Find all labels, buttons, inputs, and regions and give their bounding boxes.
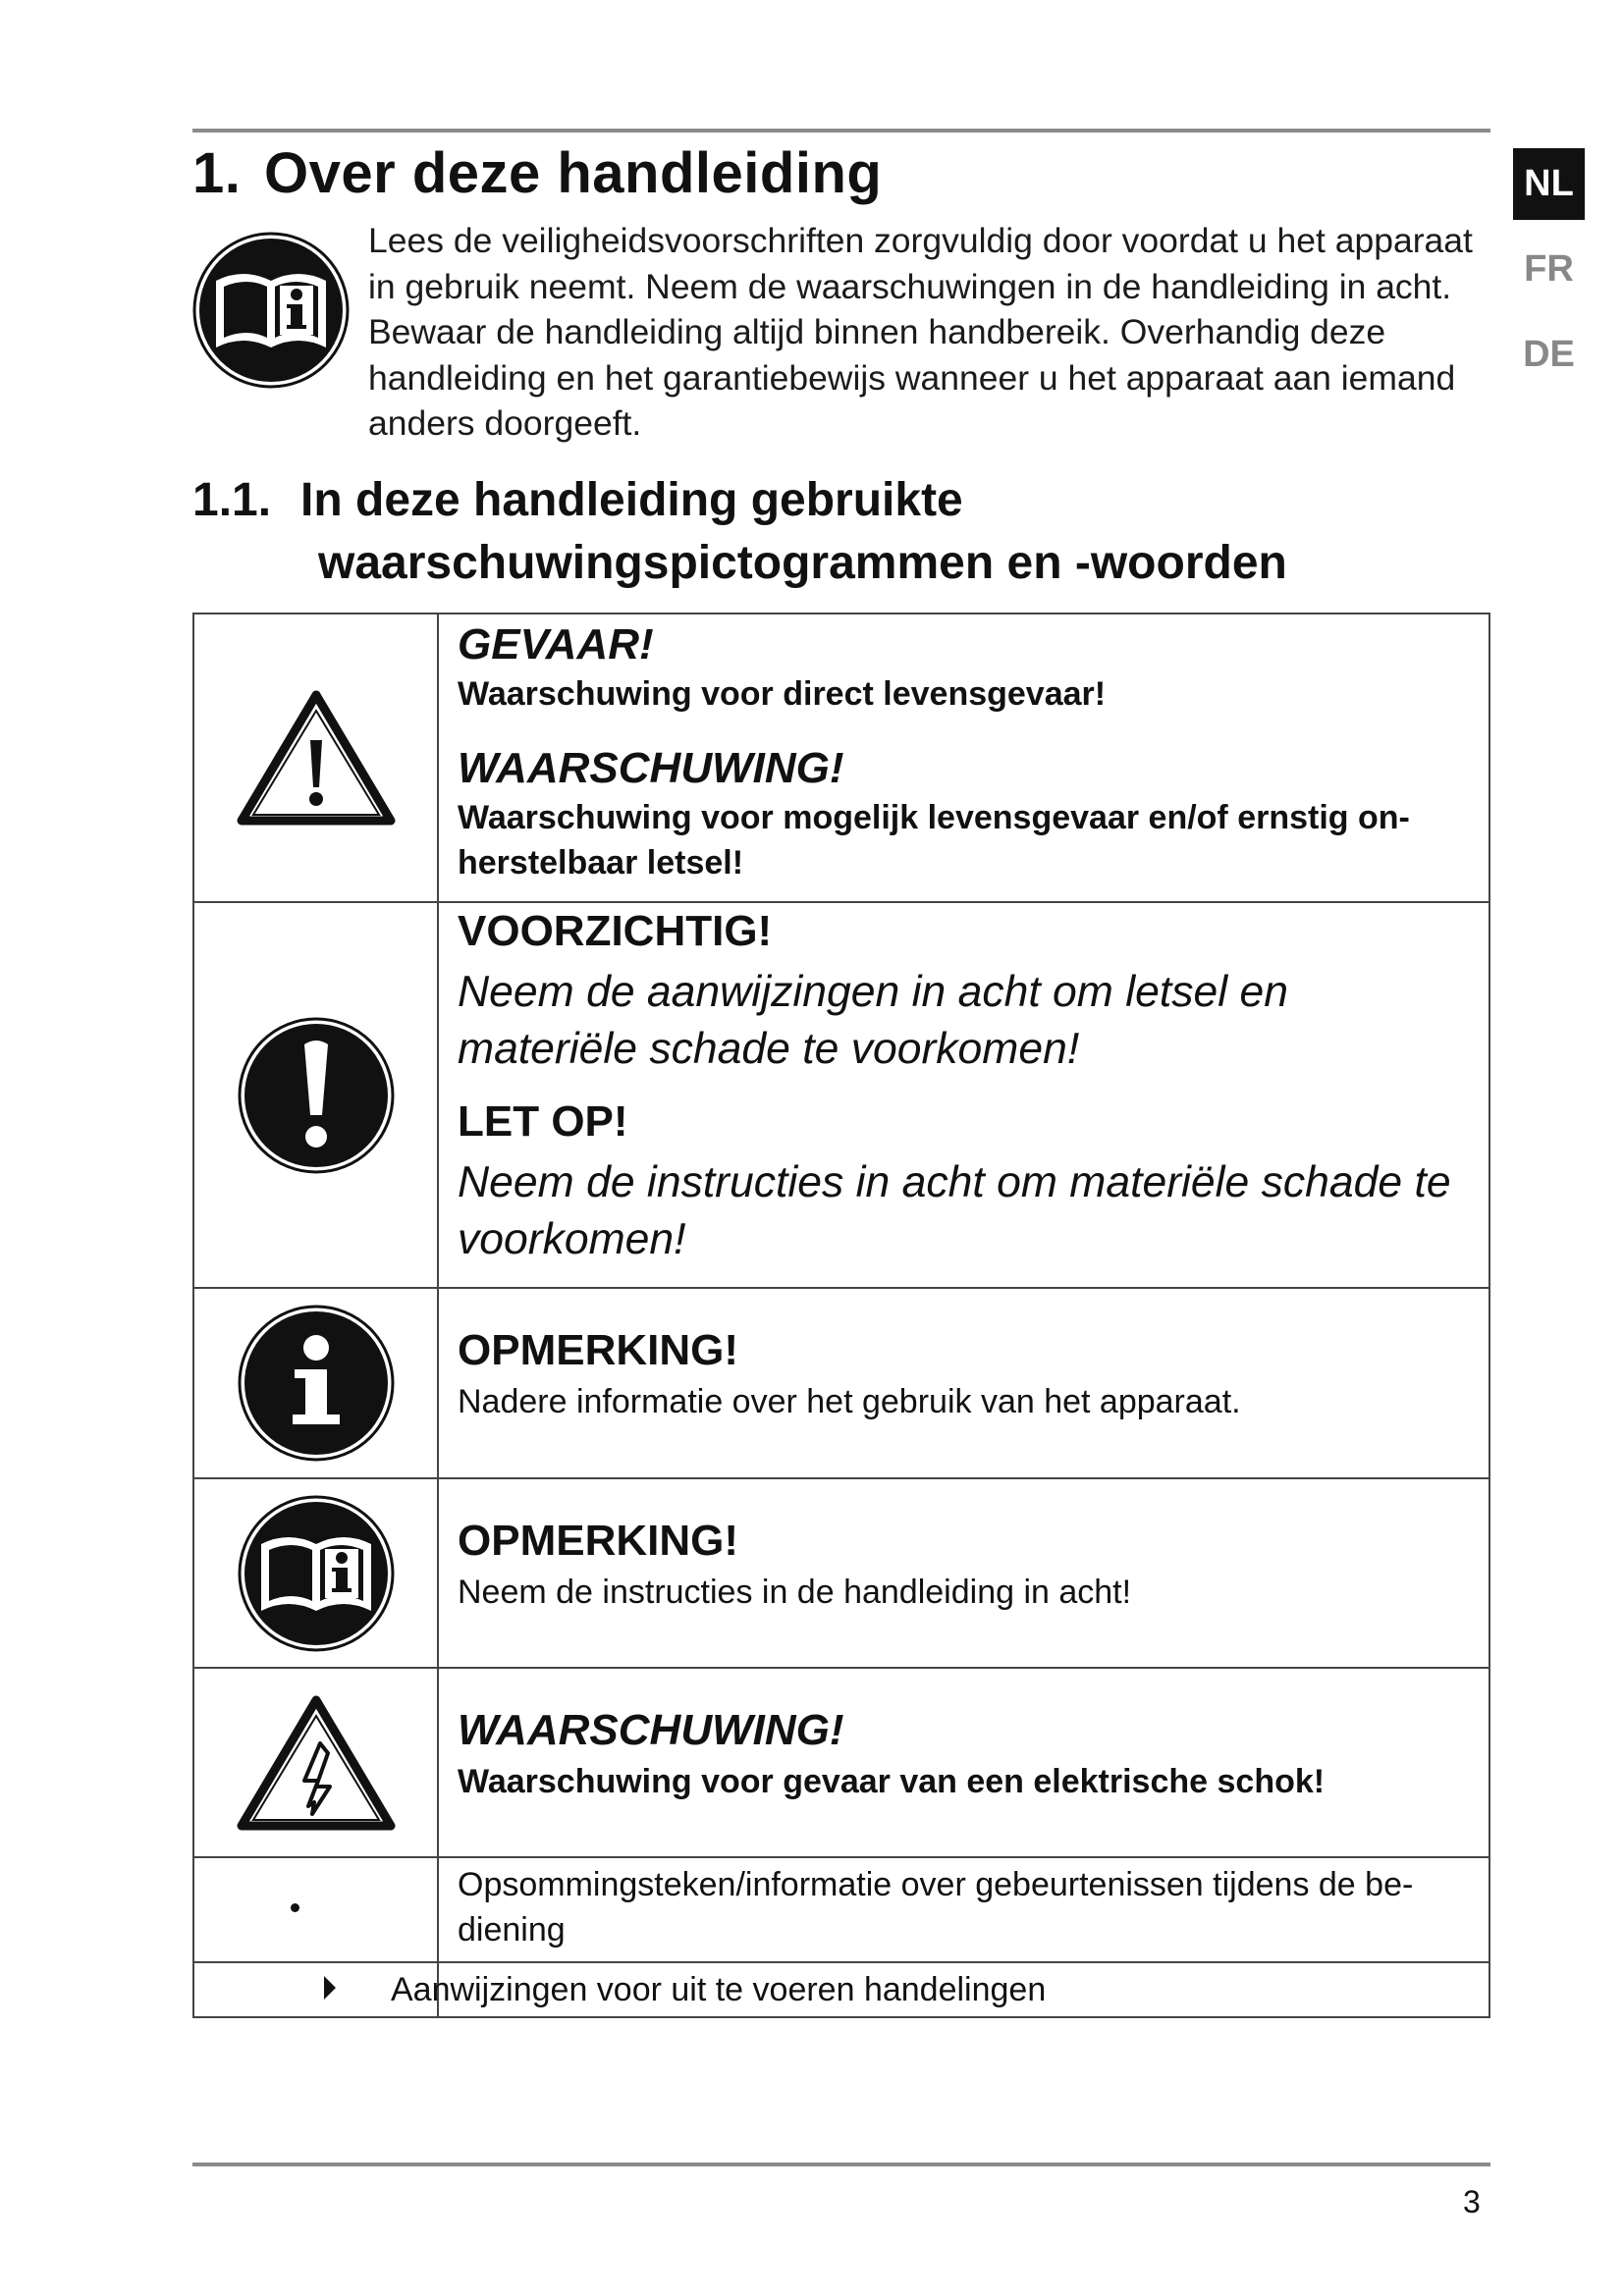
table-row — [194, 1963, 1489, 2016]
table-row — [194, 1669, 1489, 1858]
intro-paragraph: Lees de veiligheidsvoorschriften zorgvuldig door voordat u het apparaat in gebruik neemt. Neem de waarschuwingen in de handleiding in acht. Bewaar de handleiding altijd binnen handbereik. Overhandig deze handleiding en het garantiebewijs wanneer u het apparaat aan iemand anders doorgeeft. — [368, 221, 1473, 443]
table-row — [194, 614, 1489, 903]
subsection-number: 1.1. — [192, 474, 272, 526]
electric-shock-icon — [194, 1669, 437, 1856]
manual-info-icon — [194, 1479, 437, 1667]
page-number: 3 — [1463, 2184, 1481, 2219]
section-title: Over deze handleiding — [264, 141, 883, 205]
exclamation-circle-icon — [194, 903, 437, 1287]
top-rule — [192, 129, 1490, 133]
table-row — [194, 1858, 1489, 1963]
entry-title: VOORZICHTIG! — [458, 907, 773, 955]
entry-title: OPMERKING! — [458, 1326, 738, 1374]
language-tab-de[interactable]: DE — [1523, 334, 1575, 375]
section-number: 1. — [192, 141, 242, 205]
subsection-title-line1: In deze handleiding gebruikte — [300, 474, 963, 526]
entry-title: LET OP! — [458, 1097, 628, 1146]
arrow-right-icon — [322, 1974, 338, 2005]
language-tabs — [1513, 148, 1585, 391]
manual-info-icon — [192, 232, 350, 389]
subsection-heading — [192, 469, 1287, 595]
section-heading — [192, 139, 882, 208]
subsection-title-line2: waarschuwingspictogrammen en -woorden — [318, 537, 1287, 589]
entry-text: Nadere informatie over het gebruik van het apparaat. — [458, 1383, 1241, 1420]
language-tab-nl[interactable]: NL — [1513, 148, 1585, 220]
entry-text: Aanwijzingen voor uit te voeren handelingen — [391, 1971, 1047, 2008]
entry-text: Waarschuwing voor gevaar van een elektrische schok! — [458, 1763, 1326, 1800]
entry-text: Neem de instructies in de handleiding in acht! — [458, 1574, 1132, 1611]
entry-text: Waarschuwing voor mogelijk levensgevaar en/of ernstig onherstelbaar letsel! — [458, 799, 1410, 881]
info-circle-icon — [194, 1289, 437, 1477]
entry-title: WAARSCHUWING! — [458, 1706, 844, 1754]
entry-text: Neem de aanwijzingen in acht om letsel en materiële schade te voorkomen! — [458, 968, 1288, 1073]
table-row — [194, 903, 1489, 1289]
entry-text: Neem de instructies in acht om materiële schade te voorkomen! — [458, 1158, 1451, 1263]
language-tab-fr[interactable]: FR — [1524, 248, 1574, 290]
entry-title: GEVAAR! — [458, 620, 654, 668]
entry-text: Opsommingsteken/informatie over gebeurtenissen tijdens de bediening — [458, 1866, 1414, 1949]
bullet-icon — [291, 1903, 299, 1912]
table-row — [194, 1289, 1489, 1479]
entry-text: Waarschuwing voor direct levensgevaar! — [458, 675, 1107, 713]
bottom-rule — [192, 2163, 1490, 2166]
table-row — [194, 1479, 1489, 1669]
entry-title: OPMERKING! — [458, 1517, 738, 1565]
warning-symbols-table — [192, 613, 1490, 2018]
entry-title: WAARSCHUWING! — [458, 744, 844, 792]
warning-triangle-icon — [194, 614, 437, 901]
